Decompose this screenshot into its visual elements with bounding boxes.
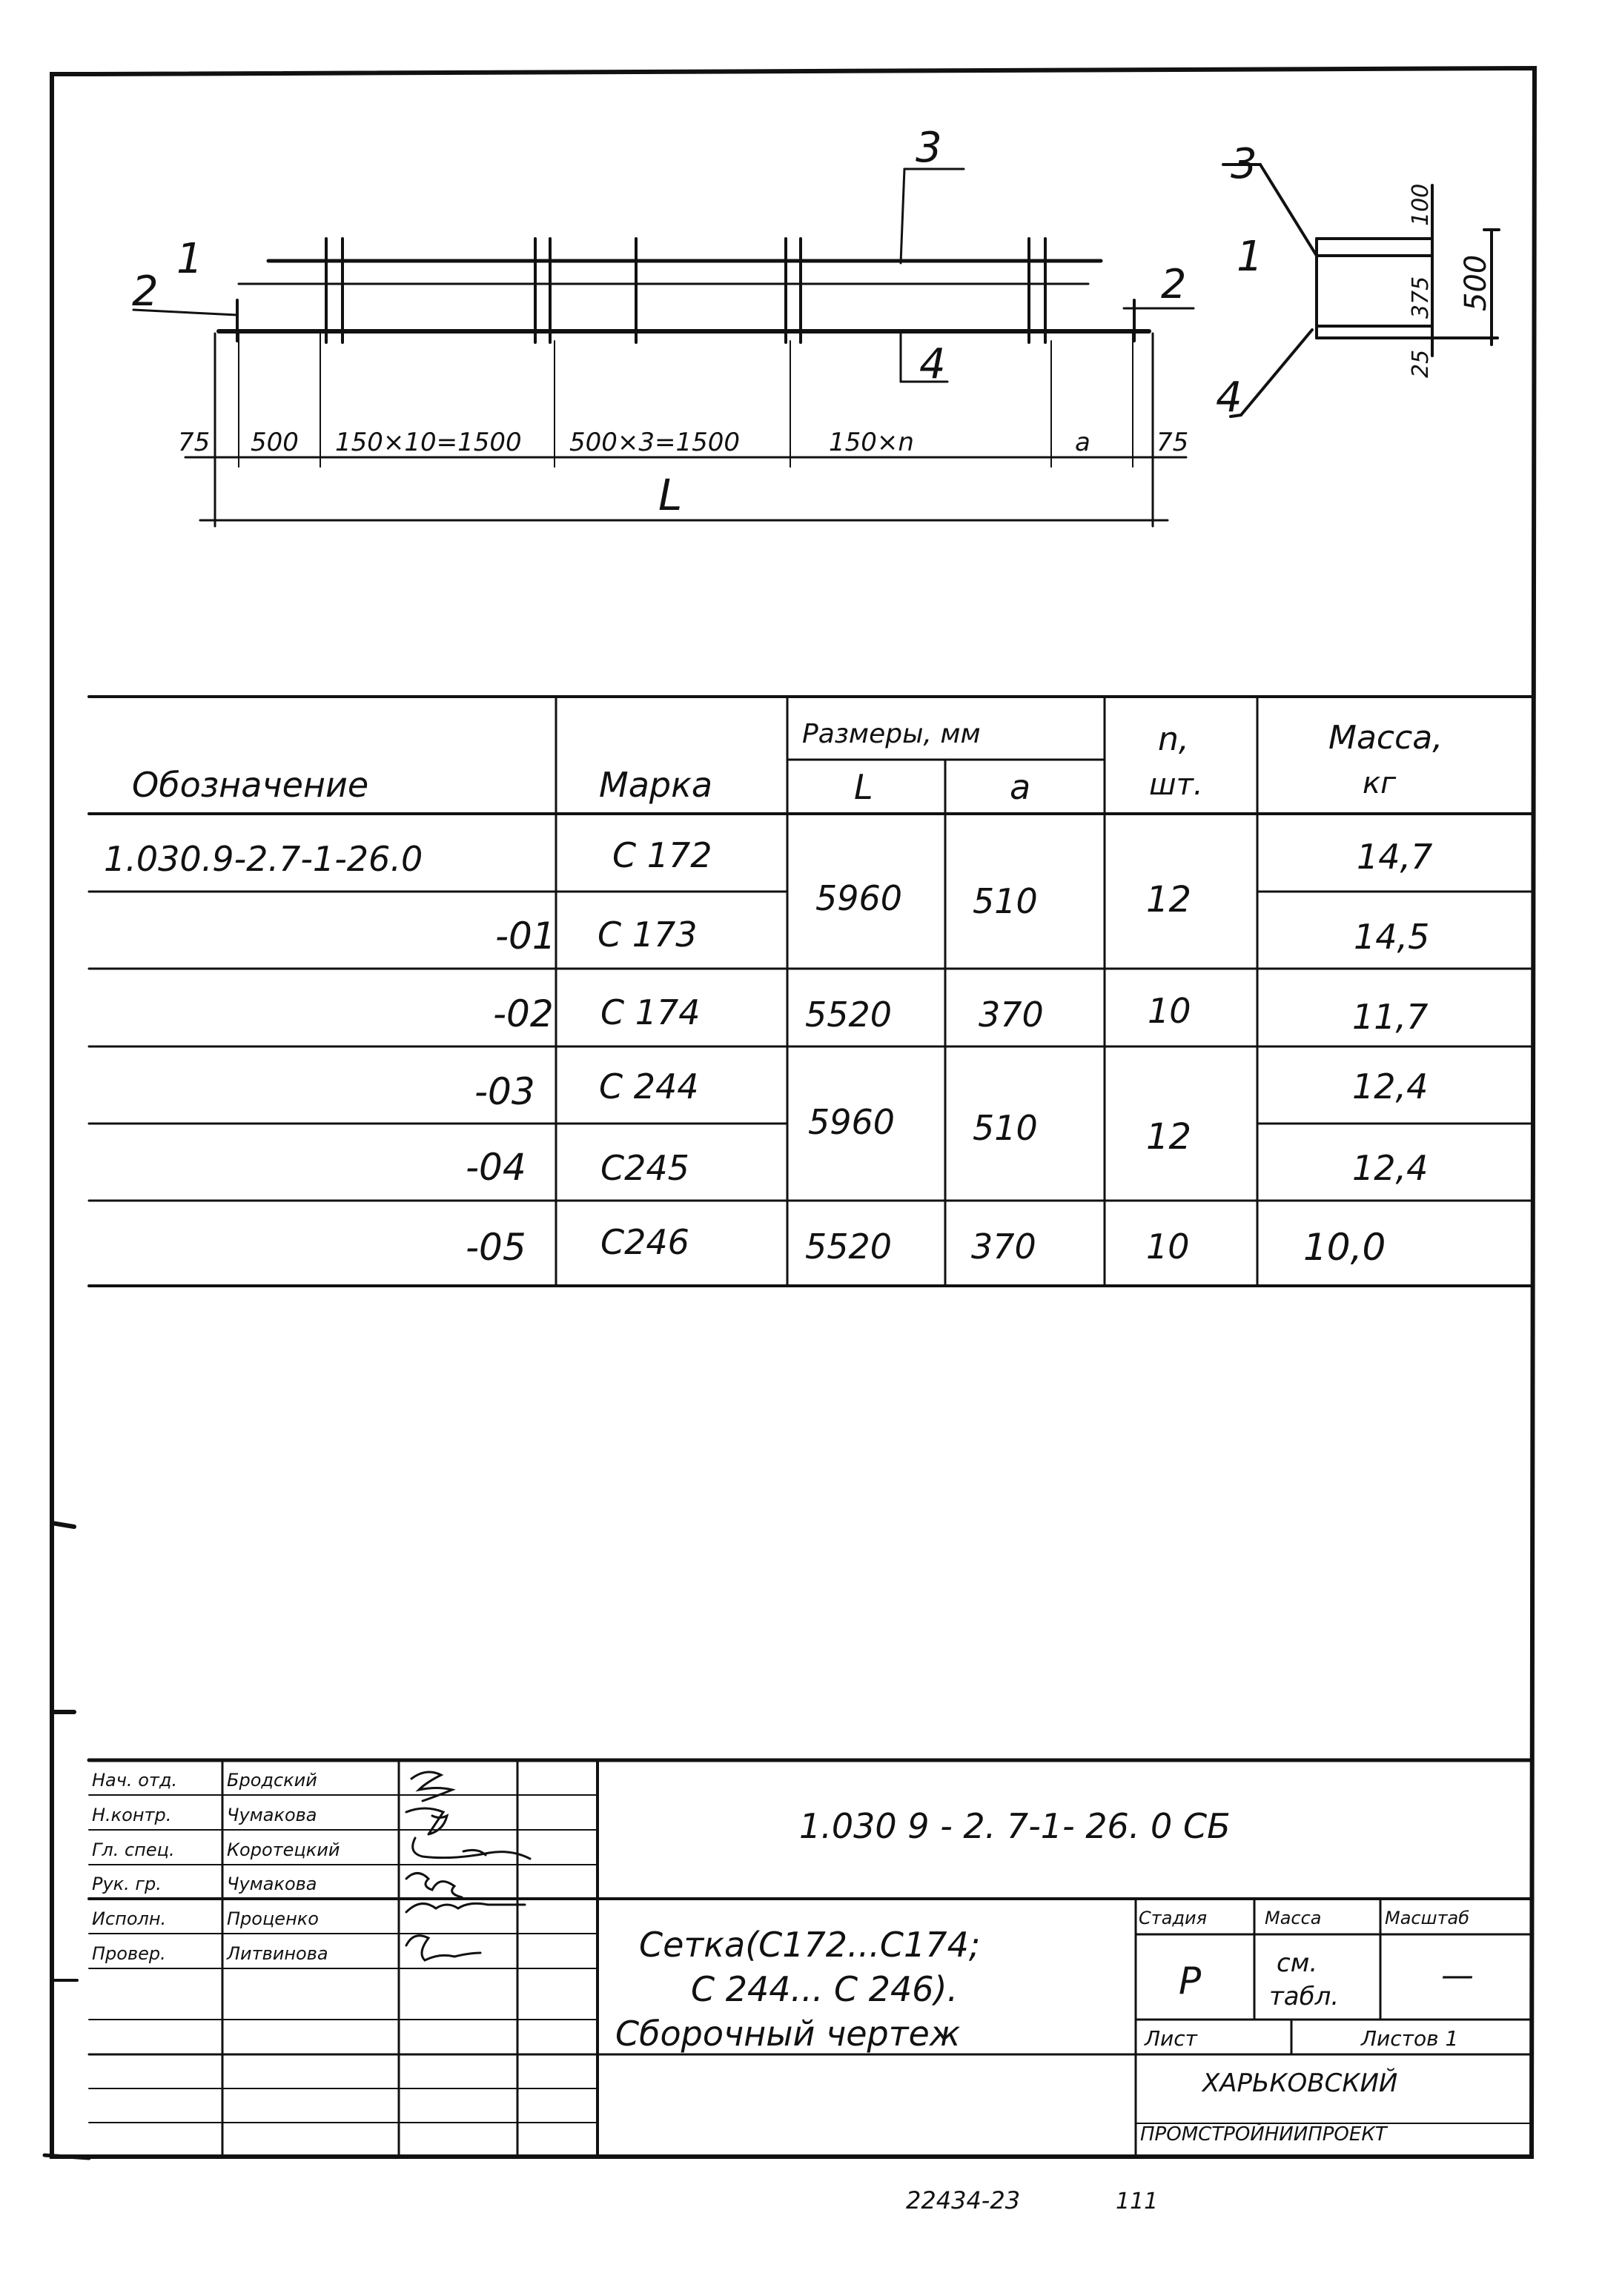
callout-2-right: 2 [1161, 261, 1187, 308]
group1-n: 12 [1146, 879, 1192, 920]
row5-mark: С245 [600, 1148, 689, 1188]
section-dim-25: 25 [1408, 349, 1434, 378]
dim-right-end: 75 [1156, 428, 1189, 457]
role-2: Н.контр. [92, 1805, 172, 1825]
header-mass-unit: кг [1363, 766, 1397, 800]
callout-4: 4 [919, 340, 946, 388]
row3-mark: С 174 [600, 992, 701, 1032]
org-line-1: ХАРЬКОВСКИЙ [1202, 2068, 1398, 2098]
row3-mass: 11,7 [1352, 997, 1429, 1037]
role-5: Исполн. [92, 1908, 167, 1929]
footer-number: 22434-23 [906, 2186, 1021, 2214]
name-3: Коротецкий [227, 1839, 340, 1860]
stage-label: Стадия [1139, 1908, 1208, 1928]
header-mark: Марка [599, 765, 713, 805]
group2-n: 10 [1148, 991, 1191, 1031]
row4-mark: С 244 [599, 1066, 699, 1106]
sheets-label: Листов 1 [1361, 2026, 1459, 2051]
row6-mark: С246 [600, 1222, 689, 1262]
row1-mark: С 172 [612, 835, 712, 875]
header-count-unit: шт. [1149, 768, 1203, 802]
dim-seg5: a [1075, 428, 1090, 457]
header-count: n, [1158, 720, 1189, 758]
group1-a: 510 [973, 881, 1038, 921]
name-5: Проценко [227, 1908, 319, 1929]
section-dim-500: 500 [1459, 254, 1493, 311]
row2-designation: -01 [495, 915, 556, 958]
callout-2: 2 [132, 268, 159, 316]
name-1: Бродский [227, 1770, 317, 1791]
group4-n: 10 [1146, 1227, 1190, 1267]
scale-label: Масштаб [1385, 1908, 1470, 1928]
row6-designation: -05 [466, 1226, 526, 1269]
mass-value-2: табл. [1269, 1982, 1340, 2011]
dim-seg3: 500×3=1500 [569, 428, 741, 457]
group1-L: 5960 [815, 878, 903, 918]
dim-seg2: 150×10=1500 [335, 428, 522, 457]
mesh-plan-view [219, 239, 1149, 342]
row4-mass: 12,4 [1352, 1066, 1429, 1106]
group3-L: 5960 [808, 1102, 896, 1142]
callout-1: 1 [176, 235, 203, 283]
header-sizes: Размеры, мм [802, 719, 981, 749]
row2-mark: С 173 [598, 915, 698, 955]
title-line-3: Сборочный чертеж [615, 2014, 961, 2054]
signatures [406, 1772, 530, 1960]
group2-a: 370 [979, 995, 1044, 1035]
mass-value-1: см. [1277, 1948, 1318, 1978]
name-2: Чумакова [227, 1805, 317, 1825]
name-6: Литвинова [227, 1943, 328, 1964]
name-4: Чумакова [227, 1874, 317, 1894]
callout-leaders [133, 169, 1194, 382]
role-4: Рук. гр. [92, 1874, 162, 1894]
group3-n: 12 [1146, 1116, 1192, 1158]
sheet-label: Лист [1145, 2026, 1197, 2051]
title-line-2: С 244... С 246). [691, 1969, 959, 2009]
scale-value: — [1441, 1957, 1474, 1994]
section-callout-3: 3 [1231, 140, 1257, 188]
org-line-2: ПРОМСТРОЙНИИПРОЕКТ [1140, 2123, 1387, 2146]
group4-L: 5520 [805, 1227, 893, 1267]
footer-page: 111 [1116, 2189, 1159, 2214]
section-callout-1: 1 [1237, 233, 1263, 281]
section-callout-4: 4 [1216, 374, 1242, 422]
role-1: Нач. отд. [92, 1770, 178, 1791]
row3-designation: -02 [493, 992, 554, 1035]
group3-a: 510 [973, 1108, 1038, 1148]
dim-seg1: 500 [251, 428, 299, 457]
row1-mass: 14,7 [1357, 837, 1433, 877]
group2-L: 5520 [805, 995, 893, 1035]
title-line-1: Сетка(С172...С174; [639, 1925, 981, 1965]
group4-a: 370 [971, 1227, 1036, 1267]
callout-3: 3 [916, 124, 942, 172]
header-mass: Масса, [1328, 719, 1443, 757]
role-6: Провер. [92, 1943, 166, 1964]
row2-mass: 14,5 [1354, 917, 1430, 957]
header-designation: Обозначение [132, 765, 369, 805]
row4-designation: -03 [474, 1070, 535, 1113]
role-3: Гл. спец. [92, 1839, 175, 1860]
dim-total-L: L [658, 470, 683, 520]
mesh-section-view [1223, 165, 1499, 417]
dim-left-end: 75 [178, 428, 211, 457]
dim-seg4: 150×n [829, 428, 914, 457]
header-size-L: L [854, 767, 873, 807]
mass-label: Масса [1265, 1908, 1322, 1928]
doc-code: 1.030 9 - 2. 7-1- 26. 0 СБ [799, 1806, 1231, 1846]
section-dim-375: 375 [1408, 276, 1434, 319]
row1-designation: 1.030.9-2.7-1-26.0 [104, 839, 423, 879]
row5-designation: -04 [466, 1146, 526, 1189]
row5-mass: 12,4 [1352, 1148, 1429, 1188]
stage-value: Р [1179, 1960, 1202, 2003]
section-dim-100: 100 [1408, 183, 1434, 226]
row6-mass: 10,0 [1303, 1226, 1386, 1269]
header-size-a: a [1010, 767, 1031, 807]
